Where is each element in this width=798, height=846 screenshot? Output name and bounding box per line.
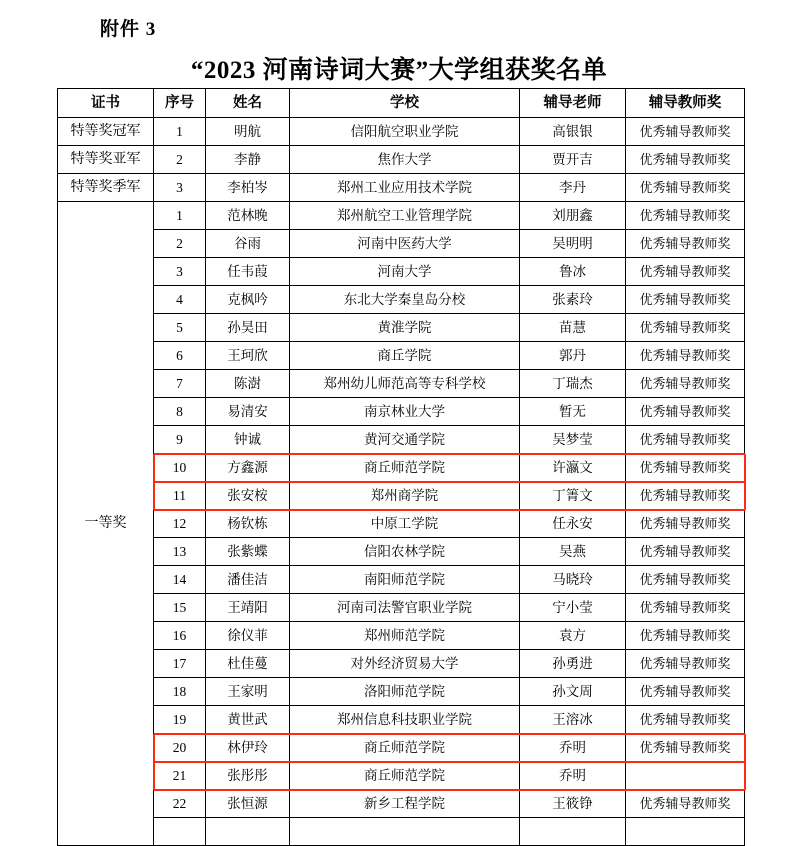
cell-teacher: 高银银 — [520, 118, 626, 146]
awards-table — [57, 88, 745, 846]
cell-prize: 优秀辅导教师奖 — [626, 594, 745, 622]
cell-no: 12 — [154, 510, 206, 538]
cell-teacher: 马晓玲 — [520, 566, 626, 594]
cell-prize: 优秀辅导教师奖 — [626, 202, 745, 230]
cell-name: 李静 — [206, 146, 290, 174]
cell-teacher: 乔明 — [520, 734, 626, 762]
cell-teacher: 暂无 — [520, 398, 626, 426]
table-row — [58, 230, 745, 258]
cell-no: 1 — [154, 118, 206, 146]
column-header-cert: 证书 — [58, 89, 154, 118]
cell-prize: 优秀辅导教师奖 — [626, 342, 745, 370]
cell-school — [290, 818, 520, 846]
cell-no: 13 — [154, 538, 206, 566]
cell-name — [206, 818, 290, 846]
table-row — [58, 426, 745, 454]
cell-prize: 优秀辅导教师奖 — [626, 706, 745, 734]
cell-name: 克枫吟 — [206, 286, 290, 314]
cell-name: 张恒源 — [206, 790, 290, 818]
cell-school: 洛阳师范学院 — [290, 678, 520, 706]
cell-name: 张安桉 — [206, 482, 290, 510]
cell-school: 对外经济贸易大学 — [290, 650, 520, 678]
cell-certificate: 特等奖季军 — [58, 174, 154, 202]
column-header-school: 学校 — [290, 89, 520, 118]
cell-certificate: 特等奖冠军 — [58, 118, 154, 146]
table-row — [58, 146, 745, 174]
table-row — [58, 174, 745, 202]
cell-teacher: 许瀛文 — [520, 454, 626, 482]
cell-no: 3 — [154, 258, 206, 286]
cell-name: 孙昊田 — [206, 314, 290, 342]
page-title: “2023 河南诗词大赛”大学组获奖名单 — [190, 57, 608, 84]
table-row — [58, 594, 745, 622]
cell-name: 张紫蝶 — [206, 538, 290, 566]
table-row — [58, 454, 745, 482]
table-row — [58, 314, 745, 342]
cell-no: 11 — [154, 482, 206, 510]
table-header — [58, 89, 745, 118]
cell-no: 20 — [154, 734, 206, 762]
cell-no: 15 — [154, 594, 206, 622]
cell-teacher: 贾开吉 — [520, 146, 626, 174]
cell-no: 21 — [154, 762, 206, 790]
cell-prize: 优秀辅导教师奖 — [626, 370, 745, 398]
cell-no: 7 — [154, 370, 206, 398]
cell-name: 方鑫源 — [206, 454, 290, 482]
table-row — [58, 342, 745, 370]
cell-teacher: 吴燕 — [520, 538, 626, 566]
cell-teacher: 刘朋鑫 — [520, 202, 626, 230]
cell-no: 10 — [154, 454, 206, 482]
cell-prize: 优秀辅导教师奖 — [626, 398, 745, 426]
attachment-label: 附件 3 — [100, 19, 157, 40]
column-header-name: 姓名 — [206, 89, 290, 118]
cell-no: 16 — [154, 622, 206, 650]
cell-no — [154, 818, 206, 846]
cell-no: 19 — [154, 706, 206, 734]
cell-school: 郑州航空工业管理学院 — [290, 202, 520, 230]
table-row — [58, 650, 745, 678]
cell-teacher: 孙文周 — [520, 678, 626, 706]
cell-prize: 优秀辅导教师奖 — [626, 790, 745, 818]
table-row — [58, 370, 745, 398]
table-row — [58, 622, 745, 650]
cell-name: 张彤彤 — [206, 762, 290, 790]
cell-prize: 优秀辅导教师奖 — [626, 538, 745, 566]
cell-no: 2 — [154, 230, 206, 258]
cell-school: 河南大学 — [290, 258, 520, 286]
table-row — [58, 482, 745, 510]
cell-certificate: 特等奖亚军 — [58, 146, 154, 174]
cell-teacher: 苗慧 — [520, 314, 626, 342]
table-row — [58, 706, 745, 734]
table-row — [58, 734, 745, 762]
cell-teacher: 鲁冰 — [520, 258, 626, 286]
cell-school: 新乡工程学院 — [290, 790, 520, 818]
cell-school: 南阳师范学院 — [290, 566, 520, 594]
table-row — [58, 818, 745, 846]
table-row — [58, 202, 745, 230]
table-body — [58, 118, 745, 846]
cell-name: 钟诚 — [206, 426, 290, 454]
cell-name: 明航 — [206, 118, 290, 146]
cell-school: 河南司法警官职业学院 — [290, 594, 520, 622]
cell-prize: 优秀辅导教师奖 — [626, 118, 745, 146]
cell-name: 陈澍 — [206, 370, 290, 398]
cell-no: 22 — [154, 790, 206, 818]
cell-teacher: 乔明 — [520, 762, 626, 790]
cell-prize — [626, 818, 745, 846]
cell-name: 李柏岑 — [206, 174, 290, 202]
cell-school: 东北大学秦皇岛分校 — [290, 286, 520, 314]
cell-no: 3 — [154, 174, 206, 202]
cell-prize: 优秀辅导教师奖 — [626, 174, 745, 202]
cell-no: 14 — [154, 566, 206, 594]
cell-teacher: 丁瑞杰 — [520, 370, 626, 398]
cell-teacher: 郭丹 — [520, 342, 626, 370]
table-row — [58, 398, 745, 426]
cell-no: 2 — [154, 146, 206, 174]
cell-prize: 优秀辅导教师奖 — [626, 510, 745, 538]
cell-school: 郑州商学院 — [290, 482, 520, 510]
awards-table-container — [57, 88, 744, 846]
cell-school: 商丘师范学院 — [290, 762, 520, 790]
cell-no: 17 — [154, 650, 206, 678]
table-row — [58, 286, 745, 314]
cell-teacher: 丁箐文 — [520, 482, 626, 510]
table-row — [58, 762, 745, 790]
cell-school: 河南中医药大学 — [290, 230, 520, 258]
cell-prize: 优秀辅导教师奖 — [626, 454, 745, 482]
table-header-row — [58, 89, 745, 118]
cell-school: 商丘师范学院 — [290, 454, 520, 482]
cell-prize: 优秀辅导教师奖 — [626, 650, 745, 678]
cell-prize: 优秀辅导教师奖 — [626, 146, 745, 174]
cell-school: 信阳航空职业学院 — [290, 118, 520, 146]
cell-no: 1 — [154, 202, 206, 230]
cell-school: 黄河交通学院 — [290, 426, 520, 454]
cell-prize: 优秀辅导教师奖 — [626, 426, 745, 454]
cell-no: 18 — [154, 678, 206, 706]
cell-prize: 优秀辅导教师奖 — [626, 678, 745, 706]
cell-teacher: 王溶冰 — [520, 706, 626, 734]
cell-prize: 优秀辅导教师奖 — [626, 622, 745, 650]
table-row — [58, 510, 745, 538]
cell-no: 5 — [154, 314, 206, 342]
cell-school: 郑州幼儿师范高等专科学校 — [290, 370, 520, 398]
cell-teacher: 宁小莹 — [520, 594, 626, 622]
cell-name: 范林晚 — [206, 202, 290, 230]
cell-school: 中原工学院 — [290, 510, 520, 538]
cell-certificate-group: 一等奖 — [58, 202, 154, 846]
cell-school: 商丘师范学院 — [290, 734, 520, 762]
cell-teacher: 袁方 — [520, 622, 626, 650]
cell-prize: 优秀辅导教师奖 — [626, 230, 745, 258]
cell-teacher: 吴明明 — [520, 230, 626, 258]
cell-teacher: 孙勇进 — [520, 650, 626, 678]
cell-school: 信阳农林学院 — [290, 538, 520, 566]
cell-name: 王靖阳 — [206, 594, 290, 622]
cell-teacher — [520, 818, 626, 846]
column-header-no: 序号 — [154, 89, 206, 118]
table-row — [58, 118, 745, 146]
cell-teacher: 张素玲 — [520, 286, 626, 314]
cell-name: 杨钦栋 — [206, 510, 290, 538]
cell-name: 易清安 — [206, 398, 290, 426]
cell-prize: 优秀辅导教师奖 — [626, 286, 745, 314]
cell-school: 黄淮学院 — [290, 314, 520, 342]
cell-name: 王家明 — [206, 678, 290, 706]
table-row — [58, 678, 745, 706]
table-row — [58, 566, 745, 594]
cell-school: 商丘学院 — [290, 342, 520, 370]
cell-name: 谷雨 — [206, 230, 290, 258]
cell-prize: 优秀辅导教师奖 — [626, 734, 745, 762]
cell-name: 任韦葭 — [206, 258, 290, 286]
cell-teacher: 李丹 — [520, 174, 626, 202]
cell-no: 4 — [154, 286, 206, 314]
cell-name: 杜佳蔓 — [206, 650, 290, 678]
column-header-prize: 辅导教师奖 — [626, 89, 745, 118]
cell-name: 黄世武 — [206, 706, 290, 734]
cell-no: 6 — [154, 342, 206, 370]
cell-prize: 优秀辅导教师奖 — [626, 314, 745, 342]
cell-name: 王珂欣 — [206, 342, 290, 370]
cell-prize — [626, 762, 745, 790]
cell-teacher: 王筱铮 — [520, 790, 626, 818]
cell-prize: 优秀辅导教师奖 — [626, 482, 745, 510]
column-header-teacher: 辅导老师 — [520, 89, 626, 118]
cell-no: 9 — [154, 426, 206, 454]
cell-name: 徐仪菲 — [206, 622, 290, 650]
cell-teacher: 任永安 — [520, 510, 626, 538]
cell-prize: 优秀辅导教师奖 — [626, 258, 745, 286]
cell-teacher: 吴梦莹 — [520, 426, 626, 454]
cell-school: 郑州信息科技职业学院 — [290, 706, 520, 734]
cell-prize: 优秀辅导教师奖 — [626, 566, 745, 594]
cell-name: 潘佳洁 — [206, 566, 290, 594]
cell-school: 郑州师范学院 — [290, 622, 520, 650]
cell-school: 焦作大学 — [290, 146, 520, 174]
cell-no: 8 — [154, 398, 206, 426]
table-row — [58, 258, 745, 286]
table-row — [58, 538, 745, 566]
cell-school: 郑州工业应用技术学院 — [290, 174, 520, 202]
cell-name: 林伊玲 — [206, 734, 290, 762]
cell-school: 南京林业大学 — [290, 398, 520, 426]
